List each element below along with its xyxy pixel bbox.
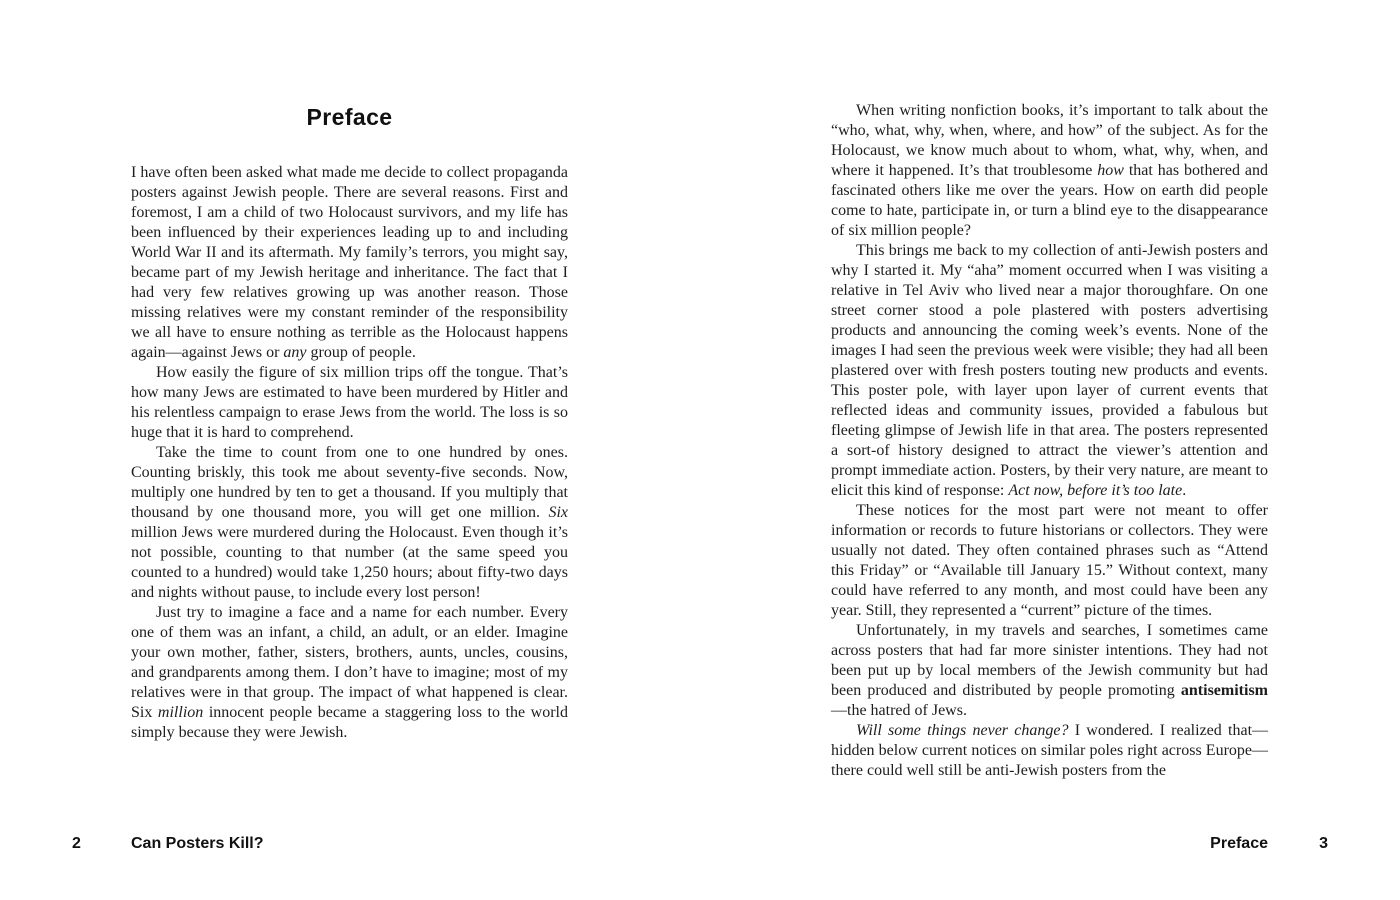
paragraph: Just try to imagine a face and a name for each number. Every one of them was an infant, a child, an adult, or an elder. Imagine your own mother, father, sisters, brothers, aunts, uncles, cousins, and grandparents among them. I don’t have to imagine; most of my relatives were in that group. The impact of what happened is clear. Six million innocent people became a staggering loss to the world simply because they were Jewish.: [131, 604, 569, 741]
italic-text-run: Act now, before it’s too late: [1008, 482, 1183, 499]
left-page-body: [131, 163, 568, 743]
paragraph: Take the time to count from one to one hundred by ones. Counting briskly, this took me about seventy-five seconds. Now, multiply one hundred by ten to get a thousand. If you multiply that thousand by one thousand more, you will get one million. Six million Jews were murdered during the Holocaust. Even though it’s not possible, counting to that number (at the same speed you counted to a hundred) would take 1,250 hours; about fifty-two days and nights without pause, to include every lost person!: [131, 444, 568, 601]
right-running-title: Preface: [1210, 835, 1268, 852]
paragraph: I have often been asked what made me decide to collect propaganda posters against Jewish people. There are several reasons. First and foremost, I am a child of two Holocaust survivors, and my life has been influenced by their experiences leading up to and including World War II and its aftermath. My family’s terrors, you might say, became part of my Jewish heritage and inheritance. The fact that I had very few relatives growing up was another reason. Those missing relatives were my constant reminder of the responsibility we all have to ensure nothing as terrible as the Holocaust happens again—against Jews or any group of people.: [131, 164, 568, 361]
right-page-number: 3: [1319, 835, 1328, 852]
left-page-number: 2: [72, 835, 81, 852]
italic-text-run: million: [157, 704, 204, 721]
italic-text-run: Six: [548, 504, 568, 521]
paragraph: Will some things never change? I wondered. I realized that—hidden below current notices on similar poles right across Europe—there could well still be anti-Jewish posters from the: [831, 722, 1269, 779]
paragraph: This brings me back to my collection of anti-Jewish posters and why I started it. My “aha” moment occurred when I was visiting a relative in Tel Aviv who lived near a major thoroughfare. On one street corner stood a pole plastered with posters advertising products and announcing the coming week’s events. None of the images I had seen the previous week were visible; they had all been plastered over with fresh posters touting new products and events. This poster pole, with layer upon layer of current events that reflected ideas and community issues, provided a fabulous but fleeting glimpse of Jewish life in that area. The posters represented a sort-of history designed to attract the viewer’s attention and prompt immediate action. Posters, by their very nature, are meant to elicit this kind of response: Act now, before it’s too late.: [831, 242, 1268, 499]
paragraph: When writing nonfiction books, it’s important to talk about the “who, what, why, when, where, and how” of the subject. As for the Holocaust, we know much about to whom, what, why, when, and where it happened. It’s that troublesome how that has bothered and fascinated others like me over the years. How on earth did people come to hate, participate in, or turn a blind eye to the disappearance of six million people?: [831, 102, 1268, 239]
bold-text-run: antisemitism: [1180, 682, 1268, 699]
paragraph: These notices for the most part were not meant to offer information or records to future historians or collectors. They were usually not dated. They often contained phrases such as “Attend this Friday” or “Available till January 15.” Without context, many could have referred to any month, and most could have been any year. Still, they represented a “current” picture of the times.: [831, 502, 1268, 619]
italic-text-run: how: [1097, 162, 1124, 179]
left-running-title: Can Posters Kill?: [131, 835, 264, 852]
paragraph: How easily the figure of six million trips off the tongue. That’s how many Jews are estimated to have been murdered by Hitler and his relentless campaign to erase Jews from the world. The loss is so huge that it is hard to comprehend.: [131, 364, 568, 441]
right-page-body: [831, 101, 1268, 781]
italic-text-run: Will some things never change?: [856, 722, 1069, 739]
paragraph: Unfortunately, in my travels and searches, I sometimes came across posters that had far more sinister intentions. They had not been put up by local members of the Jewish community but had been produced and distributed by people promoting antisemitism—the hatred of Jews.: [831, 622, 1268, 719]
italic-text-run: any: [283, 344, 307, 361]
chapter-heading: Preface: [306, 104, 393, 130]
